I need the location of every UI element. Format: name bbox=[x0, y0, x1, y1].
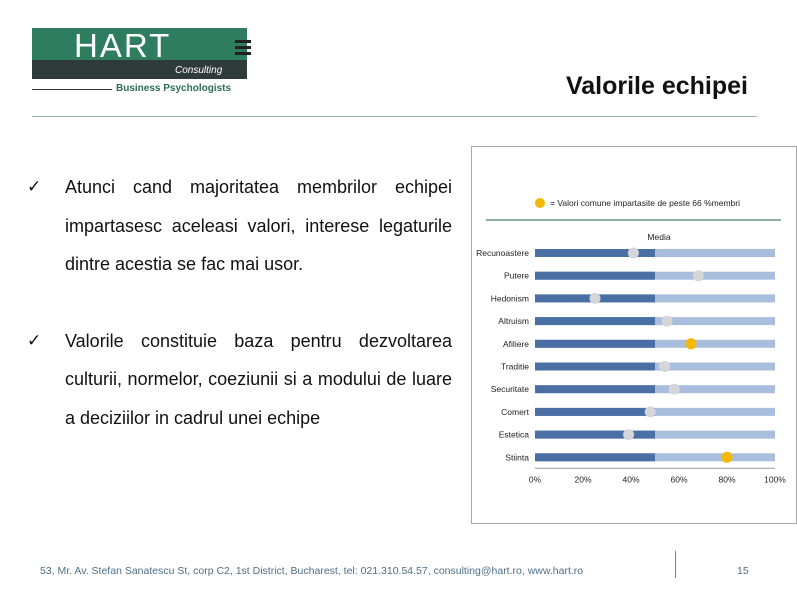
category-label: Afiliere bbox=[503, 338, 529, 349]
title-divider bbox=[32, 116, 757, 117]
x-tick-label: 0% bbox=[528, 474, 542, 485]
bullet-item bbox=[27, 168, 452, 284]
category-label: Hedonism bbox=[490, 293, 529, 304]
bar-median bbox=[535, 340, 655, 348]
x-tick-label: 40% bbox=[622, 474, 640, 485]
page-title: Valorile echipei bbox=[565, 72, 748, 100]
chart-svg bbox=[472, 147, 796, 523]
legend-marker bbox=[535, 198, 545, 208]
x-tick-label: 60% bbox=[670, 474, 688, 485]
category-label: Estetica bbox=[498, 429, 529, 440]
data-point bbox=[669, 384, 680, 395]
data-point bbox=[645, 406, 656, 417]
bullet-text: Atunci cand majoritatea membrilor echipei impartasesc aceleasi valori, interese legaturile dintre acestia se fac mai usor. bbox=[65, 177, 452, 274]
bar-median bbox=[535, 317, 655, 325]
bar-median bbox=[535, 408, 655, 416]
page-number: 15 bbox=[737, 565, 749, 577]
bar-median bbox=[535, 363, 655, 371]
bullet-item bbox=[27, 322, 452, 438]
category-label: Altruism bbox=[498, 316, 529, 327]
bar-median bbox=[535, 453, 655, 461]
legend-label: = Valori comune impartasite de peste 66 %membri bbox=[550, 198, 741, 208]
category-label: Stiinta bbox=[505, 452, 529, 463]
data-point bbox=[686, 338, 697, 349]
logo-tagline: Business Psychologists bbox=[116, 83, 232, 94]
bar-median bbox=[535, 431, 655, 439]
category-label: Recunoastere bbox=[476, 248, 529, 258]
x-tick-label: 20% bbox=[574, 474, 592, 485]
data-point bbox=[722, 452, 733, 463]
logo-bars-icon bbox=[235, 40, 251, 58]
bullet-list bbox=[27, 168, 452, 437]
bullet-text: Valorile constituie baza pentru dezvoltarea culturii, normelor, coeziunii si a modului de luare a deciziilor in cadrul unei echipe bbox=[65, 330, 452, 428]
footer-address: 53, Mr. Av. Stefan Sanatescu St, corp C2, 1st District, Bucharest, tel: 021.310.54.57, consulting@hart.ro, www.hart.ro bbox=[40, 565, 584, 577]
checkmark-icon: ✓ bbox=[27, 330, 42, 350]
logo-subtitle: Consulting bbox=[175, 65, 223, 76]
bar-median bbox=[535, 385, 655, 393]
footer-divider bbox=[675, 551, 676, 578]
data-point bbox=[628, 248, 639, 259]
data-point bbox=[662, 316, 673, 327]
data-point bbox=[590, 293, 601, 304]
data-point bbox=[659, 361, 670, 372]
data-point bbox=[693, 270, 704, 281]
logo-name: HART bbox=[74, 28, 172, 64]
category-label: Putere bbox=[503, 270, 529, 281]
x-tick-label: 80% bbox=[718, 474, 736, 485]
category-label: Comert bbox=[501, 406, 529, 417]
values-chart bbox=[471, 146, 797, 524]
logo-underline bbox=[32, 89, 112, 90]
category-label: Securitate bbox=[490, 384, 529, 395]
data-point bbox=[623, 429, 634, 440]
x-tick-label: 100% bbox=[764, 474, 786, 485]
category-label: Traditie bbox=[500, 361, 529, 372]
logo bbox=[32, 28, 247, 79]
checkmark-icon: ✓ bbox=[27, 177, 42, 196]
median-label: Media bbox=[647, 232, 671, 242]
bar-median bbox=[535, 272, 655, 280]
